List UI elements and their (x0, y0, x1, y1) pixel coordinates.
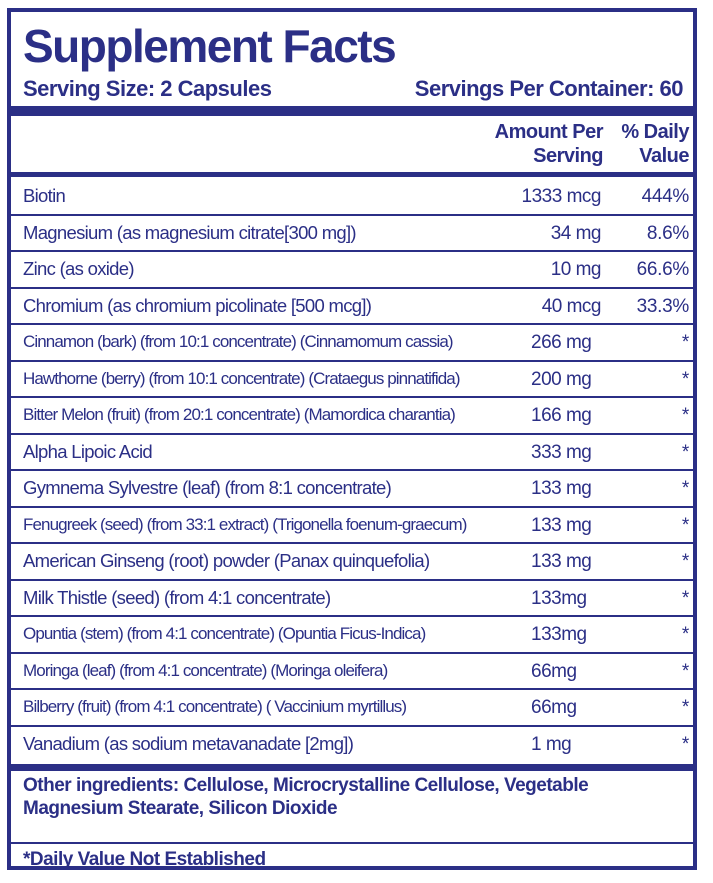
ingredient-name: American Ginseng (root) powder (Panax quinquefolia) (23, 550, 430, 571)
table-row (11, 508, 693, 545)
footnote-divider (11, 842, 693, 844)
ingredient-amount: 133 mg (531, 478, 592, 499)
serving-info (23, 76, 683, 104)
table-row (11, 252, 693, 289)
table-row (11, 398, 693, 435)
table-row (11, 654, 693, 691)
ingredient-name: Zinc (as oxide) (23, 258, 134, 279)
ingredient-daily-value: * (681, 587, 689, 609)
ingredient-daily-value: * (681, 624, 689, 645)
ingredient-name: Moringa (leaf) (from 4:1 concentrate) (Moringa oleifera) (23, 660, 388, 680)
footnote: *Daily Value Not Established (23, 849, 266, 870)
ingredient-amount: 266 mg (531, 332, 592, 353)
ingredient-amount: 200 mg (531, 368, 592, 390)
ingredient-amount: 166 mg (531, 405, 592, 426)
ingredient-amount: 333 mg (531, 441, 592, 463)
ingredient-name: Milk Thistle (seed) (from 4:1 concentrate) (23, 586, 331, 608)
ingredient-daily-value: * (681, 733, 689, 755)
ingredient-amount: 34 mg (550, 222, 601, 244)
ingredient-name: Cinnamon (bark) (from 10:1 concentrate) (Cinnamomum cassia) (23, 332, 453, 351)
table-row (11, 690, 693, 727)
ingredient-daily-value: 66.6% (636, 259, 689, 280)
ingredient-amount: 66mg (531, 697, 577, 718)
supplement-facts-panel (7, 8, 697, 870)
ingredient-daily-value: 8.6% (646, 222, 689, 244)
ingredient-name: Opuntia (stem) (from 4:1 concentrate) (Opuntia Ficus-Indica) (23, 624, 426, 643)
ingredient-daily-value: * (681, 441, 689, 463)
servings-per-container: Servings Per Container: 60 (414, 76, 683, 101)
table-row (11, 435, 693, 472)
ingredient-amount: 133 mg (531, 551, 592, 572)
ingredient-name: Hawthorne (berry) (from 10:1 concentrate) (Crataegus pinnatifida) (23, 368, 460, 388)
ingredient-name: Vanadium (as sodium metavanadate [2mg]) (23, 732, 354, 754)
header-amount-line1: Amount Per (494, 121, 603, 143)
table-row (11, 581, 693, 618)
table-row (11, 727, 693, 764)
ingredient-name: Alpha Lipoic Acid (23, 440, 152, 462)
label-title: Supplement Facts (23, 20, 396, 72)
thick-divider-bottom (11, 764, 693, 771)
table-row (11, 471, 693, 508)
ingredient-amount: 40 mcg (541, 295, 601, 317)
ingredient-amount: 10 mg (550, 259, 601, 280)
header-amount-per-serving (473, 120, 603, 168)
ingredient-amount: 1333 mcg (521, 186, 601, 207)
table-row (11, 179, 693, 216)
ingredient-daily-value: * (681, 660, 689, 682)
table-row (11, 362, 693, 399)
ingredient-daily-value: * (681, 551, 689, 572)
ingredient-daily-value: * (681, 368, 689, 390)
ingredient-name: Biotin (23, 185, 66, 206)
header-amount-line2: Serving (533, 145, 603, 167)
ingredient-amount: 133mg (531, 587, 587, 609)
thick-divider (11, 106, 693, 116)
ingredient-name: Bitter Melon (fruit) (from 20:1 concentrate) (Mamordica charantia) (23, 405, 455, 424)
ingredient-table (11, 179, 693, 763)
table-row (11, 325, 693, 362)
header-daily-value (607, 120, 689, 168)
ingredient-amount: 1 mg (531, 733, 572, 755)
table-row (11, 544, 693, 581)
table-row (11, 289, 693, 326)
ingredient-name: Chromium (as chromium picolinate [500 mcg]) (23, 294, 372, 316)
table-row (11, 216, 693, 253)
ingredient-name: Fenugreek (seed) (from 33:1 extract) (Trigonella foenum-graecum) (23, 514, 467, 534)
serving-size: Serving Size: 2 Capsules (23, 76, 272, 101)
ingredient-daily-value: * (681, 405, 689, 426)
ingredient-name: Magnesium (as magnesium citrate[300 mg]) (23, 221, 356, 243)
ingredient-daily-value: * (681, 697, 689, 718)
header-divider (11, 172, 693, 177)
header-dv-line1: % Daily (621, 121, 689, 143)
ingredient-daily-value: * (681, 514, 689, 536)
ingredient-name: Gymnema Sylvestre (leaf) (from 8:1 concentrate) (23, 477, 392, 498)
ingredient-amount: 133mg (531, 624, 587, 645)
ingredient-daily-value: * (681, 478, 689, 499)
table-row (11, 617, 693, 654)
ingredient-amount: 66mg (531, 660, 577, 682)
other-ingredients: Other ingredients: Cellulose, Microcrystalline Cellulose, Vegetable Magnesium Stearate, Silicon Dioxide (23, 775, 589, 819)
ingredient-name: Bilberry (fruit) (from 4:1 concentrate) ( Vaccinium myrtillus) (23, 697, 407, 716)
header-dv-line2: Value (639, 145, 689, 167)
ingredient-daily-value: * (681, 332, 689, 353)
ingredient-daily-value: 444% (641, 186, 689, 207)
ingredient-amount: 133 mg (531, 514, 592, 536)
ingredient-daily-value: 33.3% (636, 295, 689, 317)
